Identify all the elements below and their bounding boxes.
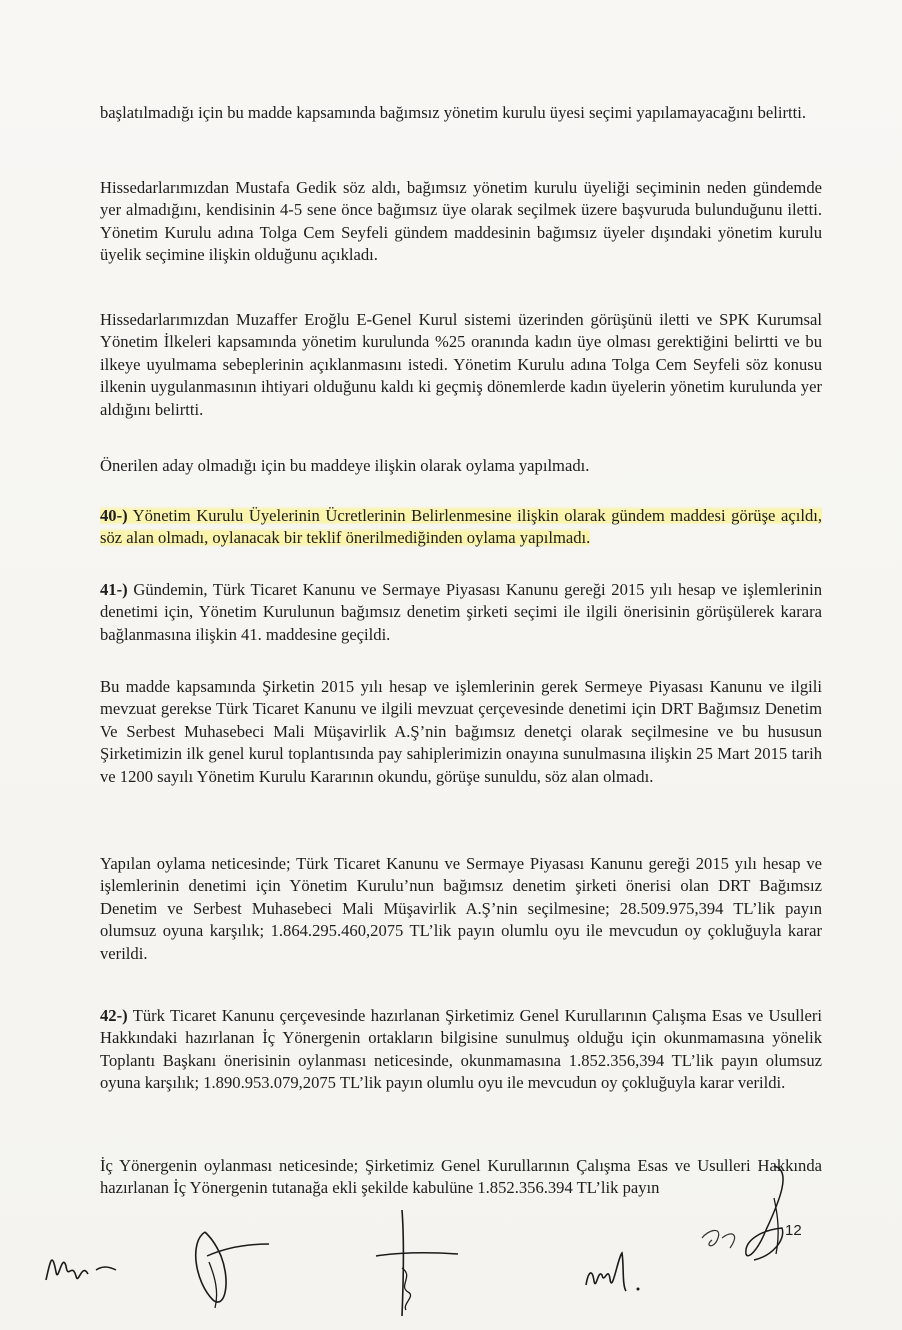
signature-1 — [42, 1232, 122, 1294]
item-41-paragraph: 41-) Gündemin, Türk Ticaret Kanunu ve Sermaye Piyasası Kanunu gereği 2015 yılı hesap ve işlemlerinin denetimi için, Yönetim Kurulunun bağımsız denetim şirketi seçimi ile ilgili önerisinin görüşülerek karara bağlanmasına ilişkin 41. maddesine geçildi. — [100, 580, 822, 644]
highlight-marker: 40-) Yönetim Kurulu Üyelerinin Ücretlerinin Belirlenmesine ilişkin olarak gündem maddesi görüşe açıldı, söz alan olmadı, oylanacak bir teklif önerilmediğinden oylama yapılmadı. — [100, 506, 822, 548]
signature-5 — [682, 1160, 802, 1270]
item-40-label: 40-) — [100, 506, 128, 525]
item-42-paragraph: 42-) Türk Ticaret Kanunu çerçevesinde hazırlanan Şirketimiz Genel Kurullarının Çalışma Esas ve Usulleri Hakkındaki hazırlanan İç Yönergenin ortakların bilgisine sunulmuş olduğu için okunmamasına yönelik Toplantı Başkanı önerisinin oylanması neticesinde, okunmamasına 1.852.356,394 TL’lik payın olumsuz oyuna karşılık; 1.890.953.079,2075 TL’lik payın olumlu oyu ile mevcudun oy çokluğuyla karar verildi. — [100, 1006, 822, 1093]
paragraph-mustafa-gedik: Hissedarlarımızdan Mustafa Gedik söz aldı, bağımsız yönetim kurulu üyeliği seçiminin neden gündemde yer almadığını, kendisinin 4-5 sene önce bağımsız üye olarak seçilmek üzere başvuruda bulunduğunu iletti. Yönetim Kurulu adına Tolga Cem Seyfeli gündem maddesinin bağımsız üyeler dışındaki yönetim kurulu üyelik seçimine ilişkin olduğunu açıkladı. — [100, 178, 822, 265]
signature-3 — [372, 1206, 462, 1326]
signature-2 — [185, 1222, 275, 1312]
signature-4 — [582, 1245, 652, 1300]
paragraph-drt-selection: Bu madde kapsamında Şirketin 2015 yılı hesap ve işlemlerinin gerek Sermeye Piyasası Kanunu ve ilgili mevzuat gerekse Türk Ticaret Kanunu ve ilgili mevzuat çerçevesinde denetimi için DRT Bağımsız Denetim Ve Serbest Muhasebeci Mali Müşavirlik A.Ş’nin bağımsız denetçi olarak seçilmesine ve bu hususun Şirketimizin ilk genel kurul toplantısında pay sahiplerimizin onayına sunulmasına ilişkin 25 Mart 2015 tarih ve 1200 sayılı Yönetim Kurulu Kararının okundu, görüşe sunuldu, söz alan olmadı. — [100, 677, 822, 786]
item-42-label: 42-) — [100, 1006, 128, 1025]
item-40-paragraph — [100, 505, 822, 550]
item-41-label: 41-) — [100, 580, 128, 599]
page-number: 12 — [785, 1222, 802, 1239]
paragraph-voting-result: Yapılan oylama neticesinde; Türk Ticaret Kanunu ve Sermaye Piyasası Kanunu gereği 2015 yılı hesap ve işlemlerinin denetimi için Yönetim Kurulu’nun bağımsız denetim şirketi önerisi olan DRT Bağımsız Denetim ve Serbest Muhasebeci Mali Müşavirlik A.Ş’nin seçilmesine; 28.509.975,394 TL’lik payın olumsuz oyuna karşılık; 1.864.295.460,2075 TL’lik payın olumlu oyu ile mevcudun oy çokluğuyla karar verildi. — [100, 854, 822, 963]
paragraph-no-candidate: Önerilen aday olmadığı için bu maddeye ilişkin olarak oylama yapılmadı. — [100, 456, 590, 475]
paragraph-ic-yonerge: İç Yönergenin oylanması neticesinde; Şirketimiz Genel Kurullarının Çalışma Esas ve Usulleri Hakkında hazırlanan İç Yönergenin tutanağa ekli şekilde kabulüne 1.852.356.394 TL’lik payın — [100, 1156, 822, 1198]
paragraph-muzaffer-eroglu: Hissedarlarımızdan Muzaffer Eroğlu E-Genel Kurul sistemi üzerinden görüşünü iletti ve SPK Kurumsal Yönetim İlkeleri kapsamında yönetim kurulunda %25 oranında kadın üye olması gerektiğini belirtti ve bu ilkeye uyulmama sebeplerinin açıklanmasını istedi. Yönetim Kurulu adına Tolga Cem Seyfeli söz konusu ilkenin uygulanmasının ihtiyari olduğunu kaldı ki geçmiş dönemlerde kadın üyelerin yönetim kurulunda yer aldığını belirtti. — [100, 310, 822, 419]
paragraph-continuation: başlatılmadığı için bu madde kapsamında bağımsız yönetim kurulu üyesi seçimi yapılamayacağını belirtti. — [100, 103, 806, 122]
